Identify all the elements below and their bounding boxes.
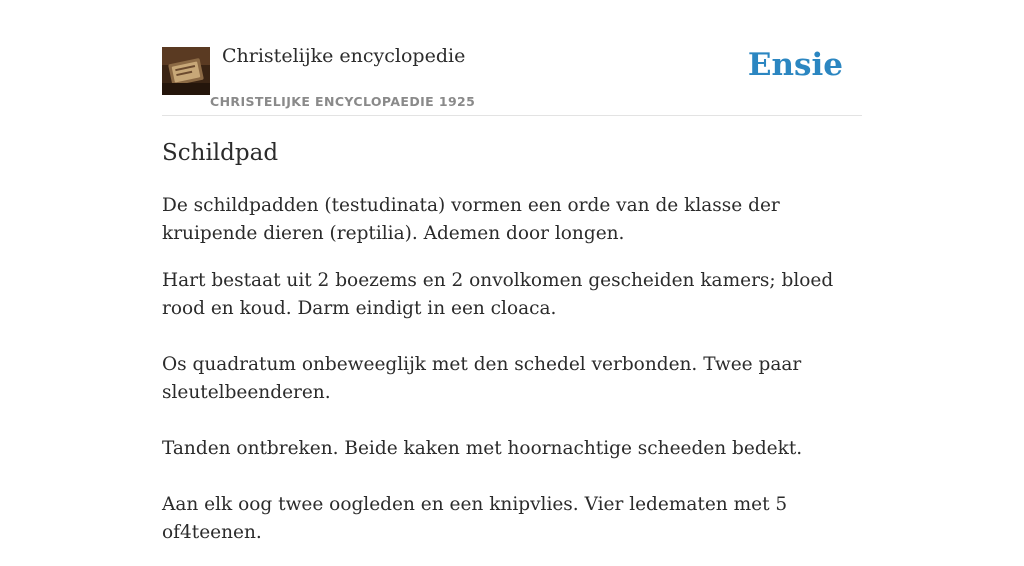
article-paragraph: Hart bestaat uit 2 boezems en 2 onvolkomen gescheiden kamers; bloed rood en koud. Darm eindigt in een cloaca. Os quadratum onbeweeglijk met den schedel verbonden. Twee paar sleutelbeenderen. Tanden ontbreken. Beide kaken met hoornachtige scheeden bedekt. Aan elk oog twee oogleden en een knipvlies. Vier ledematen met 5 of4teenen. (162, 270, 834, 543)
article-title: Schildpad (162, 140, 279, 166)
ensie-logo-link[interactable]: Ensie (747, 47, 843, 83)
book-cover-icon (162, 47, 210, 95)
publication-header (162, 0, 862, 116)
publication-subtitle[interactable]: CHRISTELIJKE ENCYCLOPAEDIE 1925 (210, 94, 476, 109)
article-paragraph: De schildpadden (testudinata) vormen een orde van de klasse der kruipende dieren (reptilia). Ademen door longen. (162, 195, 780, 244)
article-body (162, 192, 862, 566)
publication-title[interactable]: Christelijke encyclopedie (222, 45, 466, 67)
content-container (162, 0, 862, 543)
publication-avatar[interactable] (162, 47, 210, 95)
